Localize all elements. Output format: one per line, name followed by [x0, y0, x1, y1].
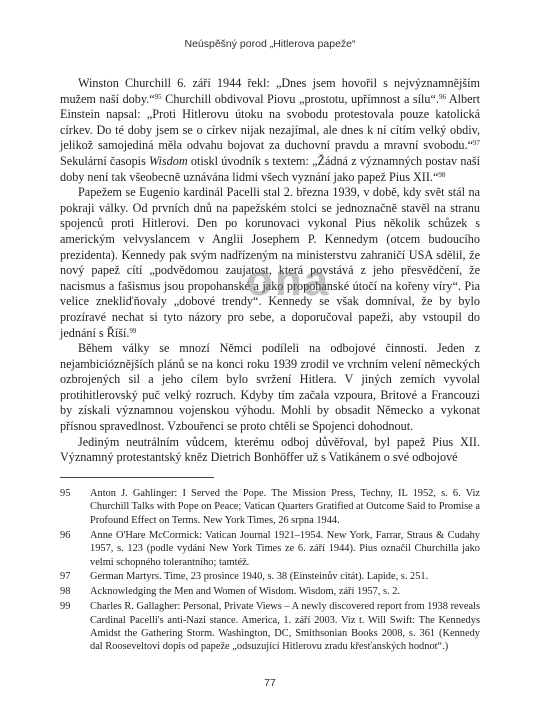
text-run: Winston Churchill 6. září 1944 řekl: „Dnes jsem hovořil s nejvýznamnějším mužem naší doby.“ [60, 76, 480, 106]
footnote-reference: 99 [129, 326, 137, 335]
italic-title: Wisdom [149, 153, 188, 168]
footnote [60, 585, 480, 598]
footnote-number: 96 [60, 529, 71, 541]
footnote [60, 600, 480, 654]
page-number: 77 [264, 677, 276, 689]
footnote-number: 97 [60, 571, 71, 583]
footnote-number: 98 [60, 586, 71, 598]
footnote-reference: 95 [154, 92, 162, 101]
paragraph [60, 435, 480, 466]
text-run: Papežem se Eugenio kardinál Pacelli stal 2. března 1939, v době, kdy svět stál na pokraji války. Od prvních dnů na papežském stolci se jednoznačně stavěl na stranu spojenců proti Hitlerovi. Den po korunovaci vykonal Pius několik schůzek s americkým velvyslancem v Anglii Josephem P. Kennedym (otcem budoucího prezidenta). Kennedy pak svým nadřízeným na ministerstvu zahraničí USA sdělil, že nový papež cítí „podvědomou zaujatost, která povstává z jeho přesvědčení, že nacismus a fašismus jsou propohanské a jako propohanské útočí na kořeny víry“. Pia velice znekliďňovaly „dobové trendy“. Kennedy se však domníval, že by bylo prozíravé nechat si tyto názory pro sebe, a doporučoval papeži, aby vstoupil do jednání s Říší. [60, 185, 480, 340]
footnote [60, 529, 480, 569]
footnote-text: Anne O'Hare McCormick: Vatican Journal 1921–1954. New York, Farrar, Straus & Cudahy 1957, s. 123 (podle vydání New York Times ze 6. září 1944). Pius označil Churchilla jako velmi schopného tolerantního; tamtéž. [90, 529, 480, 568]
footnote [60, 570, 480, 583]
footnote-number: 99 [60, 601, 71, 613]
footnote-divider [60, 477, 214, 478]
footnotes [60, 487, 480, 655]
footnote-text: Acknowledging the Men and Women of Wisdom. Wisdom, září 1957, s. 2. [90, 586, 401, 598]
footnote-text: German Martyrs. Time, 23 prosince 1940, s. 38 (Einsteinův citát). Lapide, s. 251. [90, 571, 429, 583]
footnote [60, 487, 480, 527]
footnote-reference: 96 [438, 92, 446, 101]
footnote-reference: 98 [438, 170, 446, 179]
footnote-text: Anton J. Gahlinger: I Served the Pope. The Mission Press, Techny, IL 1952, s. 6. Viz Churchill Talks with Pope on Peace; Vatican Quarters Gratified at Outcome Said to Promise a Profound Effect on Terms. New York Times, 26 srpna 1944. [90, 488, 480, 526]
text-run: Sekulární časopis [60, 153, 150, 168]
text-run: Churchill obdivoval Piovu „prostotu, upřímnost a sílu“. [161, 91, 439, 106]
footnote-number: 95 [60, 488, 71, 499]
footnote-reference: 97 [473, 139, 480, 148]
footnote-text: Charles R. Gallagher: Personal, Private Views – A newly discovered report from 1938 reveals Cardinal Pacelli's anti-Nazi stance. America, 1. září 2003. Viz t. Will Swift: The Kennedys Amidst the Gathering Storm. Washington, DC, Smithsonian Books 2008, s. 361 (Kennedy dal Rooseveltovi dopis od papeže „odsuzující Hitlerovu zradu křesťanských hodnot“.) [90, 601, 480, 653]
text-run: Albert Einstein napsal: „Proti Hitlerovu útoku na svobodu protestovala pouze katolická církev. Do té doby jsem se o církev nijak nezajímal, ale dnes k ní cítím velký obdiv, jelikož samojediná měla odvahu bojovat za duchovní pravdu a mravní svobodu.“ [60, 91, 480, 153]
paragraph [60, 341, 480, 435]
text-run: Jediným neutrálním vůdcem, kterému odboj důvěřoval, byl papež Pius XII. Významný protestantský kněz Dietrich Bonhöffer už s Vatikánem o své odbojové [60, 434, 480, 465]
text-run: otiskl úvodník s textem: „Žádná z významných postav naší doby není tak všeobecně uznávána lidmi všech vyznání jako papež Pius XII.“ [60, 153, 480, 184]
watermark: ona [246, 256, 331, 305]
text-run: Během války se mnozí Němci podíleli na odbojové činnosti. Jeden z nejambicióznějších plánů se na konci roku 1939 zrodil ve vrchním velení německých ozbrojených sil a jeho cílem bylo svržení Hitlera. V jiných zemích vyvolal protihitlerovský puč velký rozruch. Kdyby tím začala vzpoura, Britové a Francouzi by získali významnou vojenskou výhodu. Mohli by obsadit Německo a vykonat přísnou spravedlnost. Vzbouřenci se proto chtěli se Spojenci dohodnout. [60, 341, 480, 434]
running-header: Neúspěšný porod „Hitlerova papeže“ [184, 38, 356, 50]
paragraph [60, 76, 480, 185]
